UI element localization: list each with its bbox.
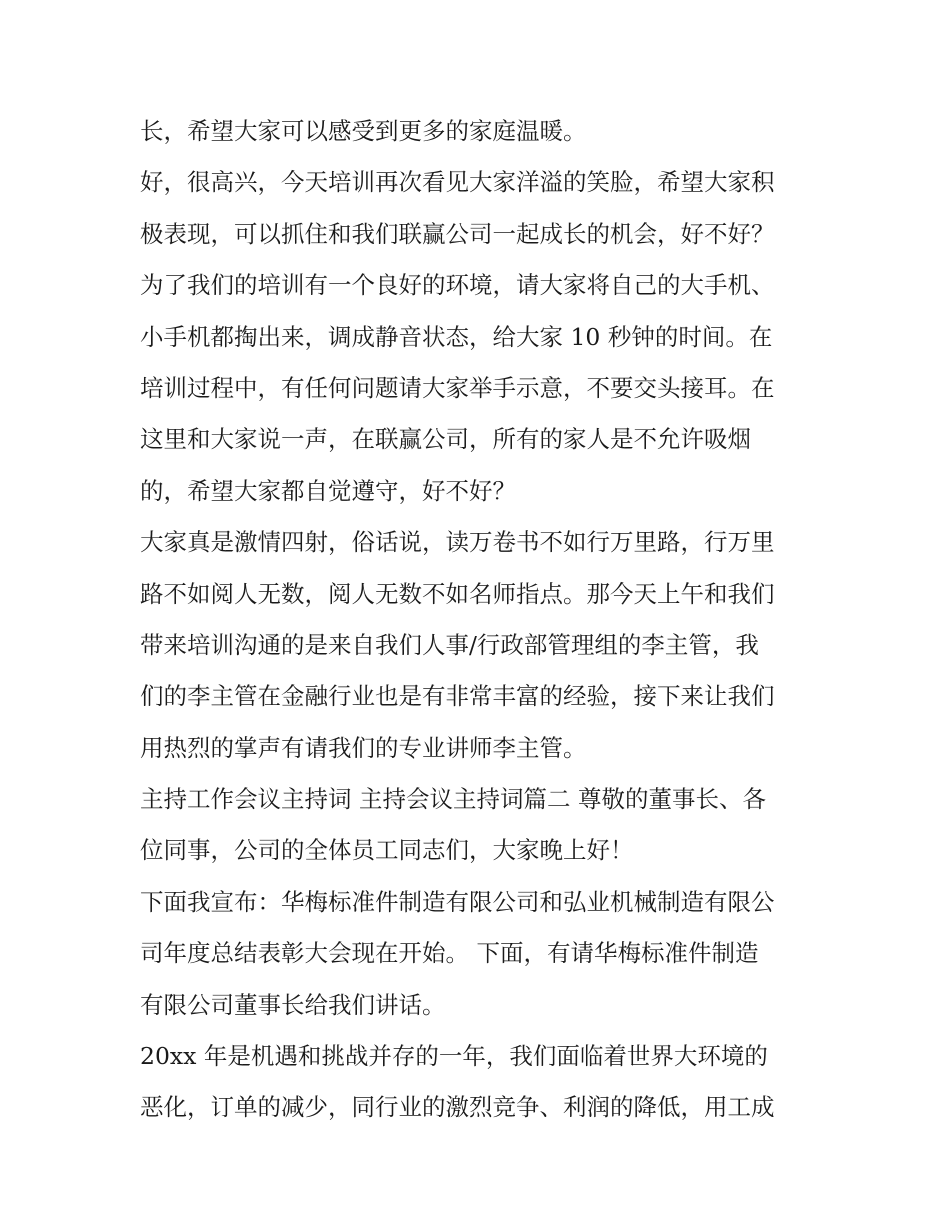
text-line: 带来培训沟通的是来自我们人事/行政部管理组的李主管，我 <box>140 630 759 659</box>
text-line: 们的李主管在金融行业也是有非常丰富的经验，接下来让我们 <box>140 682 775 711</box>
document-body <box>140 106 820 1134</box>
text-line: 司年度总结表彰大会现在开始。 下面，有请华梅标准件制造 <box>140 939 759 968</box>
text-line: 的，希望大家都自觉遵守，好不好？ <box>140 476 516 505</box>
text-line: 20xx 年是机遇和挑战并存的一年，我们面临着世界大环境的 <box>140 1042 768 1071</box>
text-line: 培训过程中，有任何问题请大家举手示意，不要交头接耳。在 <box>140 373 775 402</box>
text-line: 用热烈的掌声有请我们的专业讲师李主管。 <box>140 733 587 762</box>
text-line: 这里和大家说一声，在联赢公司，所有的家人是不允许吸烟 <box>140 425 751 454</box>
text-line: 为了我们的培训有一个良好的环境，请大家将自己的大手机、 <box>140 271 775 300</box>
text-line: 长，希望大家可以感受到更多的家庭温暖。 <box>140 117 587 145</box>
text-line: 位同事，公司的全体员工同志们，大家晚上好！ <box>140 836 634 865</box>
text-line: 大家真是激情四射，俗话说，读万卷书不如行万里路，行万里 <box>140 528 775 557</box>
text-line: 有限公司董事长给我们讲话。 <box>140 990 446 1019</box>
text-line: 好，很高兴，今天培训再次看见大家洋溢的笑脸，希望大家积 <box>140 168 775 197</box>
text-line: 下面我宣布：华梅标准件制造有限公司和弘业机械制造有限公 <box>140 887 775 916</box>
text-line: 小手机都掏出来，调成静音状态，给大家 10 秒钟的时间。在 <box>140 322 773 351</box>
text-line: 恶化，订单的减少，同行业的激烈竞争、利润的降低，用工成 <box>140 1093 775 1122</box>
text-line: 路不如阅人无数，阅人无数不如名师指点。那今天上午和我们 <box>140 579 775 608</box>
text-line: 主持工作会议主持词 主持会议主持词篇二 尊敬的董事长、各 <box>140 785 766 814</box>
text-line: 极表现，可以抓住和我们联赢公司一起成长的机会，好不好？ <box>140 219 775 248</box>
